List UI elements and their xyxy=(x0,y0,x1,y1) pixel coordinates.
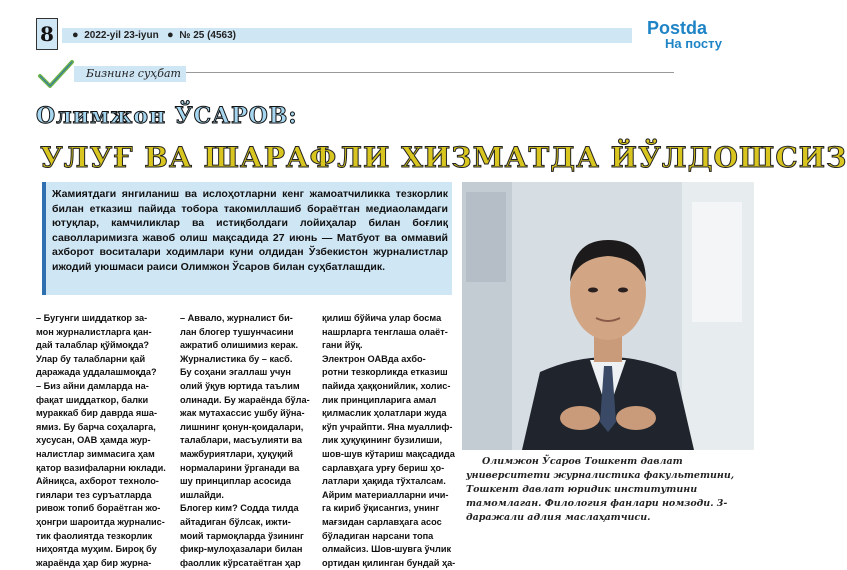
page-header xyxy=(0,0,750,50)
issue-number: № 25 (4563) xyxy=(179,30,236,41)
portrait-illustration xyxy=(462,182,754,450)
issue-info: ● 2022-yil 23-iyun ● № 25 (4563) xyxy=(72,29,236,41)
article-column-2: – Аввало, журналист би- лан блогер тушунчасини ажратиб олишимиз керак. Журналистика бу – касб. Бу соҳани эгаллаш учун олий ўқув юртида таълим олинади. Бу жараёнда бўла- жак мутахассис ушбу йўна- лишнинг қонун-қоидалари, талаблари, масъулияти ва мажбуриятлари, ҳуқуқий нормаларини ўрганади ва шу принциплар асосида ишлайди. Блогер ким? Содда тилда айтадиган бўлсак, ижти- моий тармоқларда ўзининг фикр-мулоҳазалари билан фаоллик кўрсатаётган ҳар xyxy=(180,313,310,568)
rubric-label: Бизнинг суҳбат xyxy=(86,67,181,80)
newspaper-logo-subtitle: На посту xyxy=(665,36,723,51)
issue-date: 2022-yil 23-iyun xyxy=(84,30,159,41)
newspaper-logo: Postda xyxy=(647,18,708,38)
intro-accent-bar xyxy=(42,182,46,295)
portrait-photo xyxy=(462,182,754,450)
page-number: 8 xyxy=(36,18,58,50)
checkmark-icon xyxy=(38,60,74,90)
interviewee-name: Олимжон ЎСАРОВ: xyxy=(36,103,298,129)
article-column-1: – Бугунги шиддаткор за- мон журналистларга қан- дай талаблар қўймоқда? Улар бу талабларни қай даражада уддалашмоқда? – Биз айни дамларда на- фақат шиддаткор, балки мураккаб бир даврда яша- ямиз. Бу барча соҳаларга, хусусан, ОАВ ҳамда жур- налистлар зиммасига ҳам қатор вазифаларни юклади. Айниқса, ахборот техноло- гиялари тез суръатларда ривож топиб бораётган жо- ҳонгри шароитда журналис- тик фаолиятда тезкорлик ниҳоятда муҳим. Бироқ бу жараёнда ҳар бир журна- xyxy=(36,313,166,568)
article-headline: УЛУҒ ВА ШАРАФЛИ ХИЗМАТДА ЙЎЛДОШСИЗ xyxy=(40,141,847,174)
intro-text: Жамиятдаги янгиланиш ва ислоҳотларни кенг жамоатчиликка тезкорлик билан етказиш пайида тобора такомиллашиб бораётган медиаоламдаги ютуқлар, камчиликлар ва истиқболдаги лойиҳалар билан боғлиқ саволларимизга жавоб олиш мақсадида 27 июнь — Матбуот ва оммавий ахборот воситалари ходимлари куни олдидан Ўзбекистон журналистлар ижодий уюшмаси раиси Олимжон Ўсаров билан суҳбатлашдик. xyxy=(52,188,448,273)
photo-caption: Олимжон Ўсаров Тошкент давлат университети журналистика факультетини, Тошкент давлат юридик институтини тамомлаган. Филология фанлари номзоди. 3-даражали адлия маслаҳатчиси. xyxy=(466,456,735,523)
article-column-3: қилиш бўйича улар босма нашрларга тенглаша олаёт- гани йўқ. Электрон ОАВда ахбо- ротни тезкорликда етказиш пайида ҳаққонийлик, холис- лик принципларига амал қилмаслик ҳолатлари жуда кўп учрайпти. Яна муаллиф- лик ҳуқуқининг бузилиши, шов-шув кўтариш мақсадида сарлавҳага урғу бериш ҳо- латлари ҳақида тўхталсам. Айрим материалларни ичи- га кириб ўқисангиз, унинг мағзидан сарлавҳага асос бўладиган нарсани топа олмайсиз. Шов-шувга ўчлик ортидан қилинган бундай ҳа- xyxy=(322,313,456,568)
